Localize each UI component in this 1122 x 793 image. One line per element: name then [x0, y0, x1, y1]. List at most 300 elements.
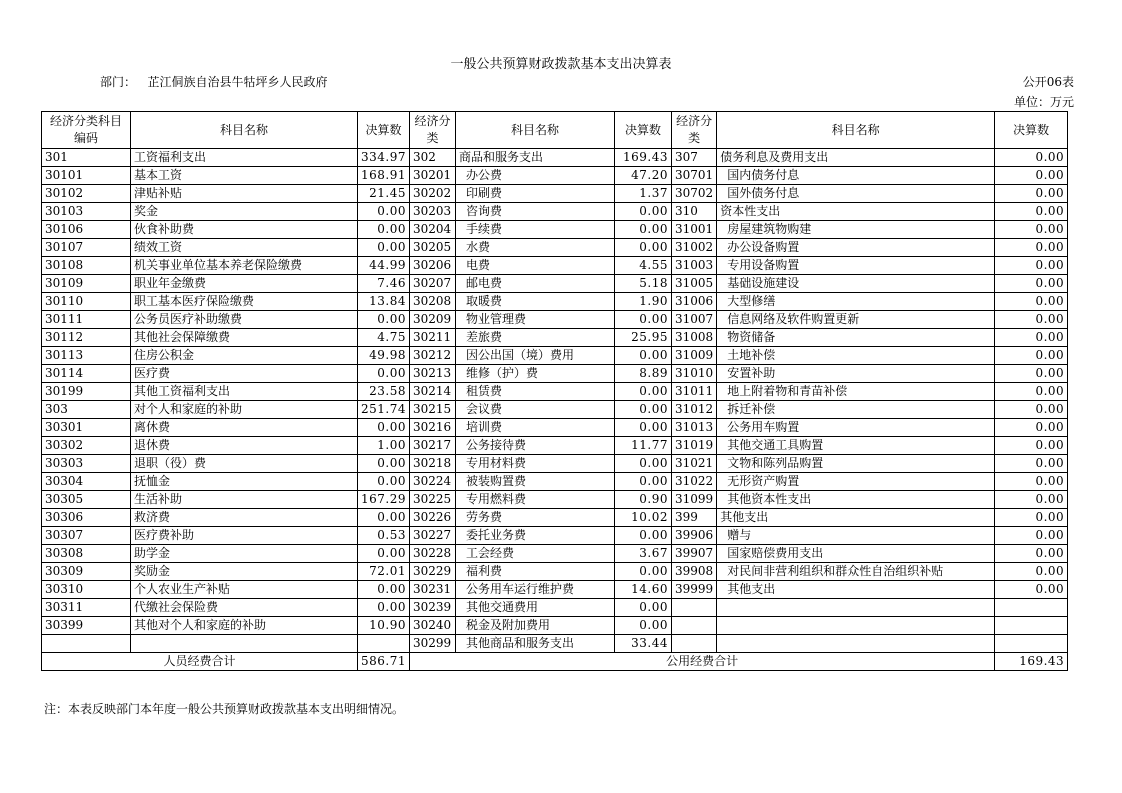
code-cell: 30204 — [410, 221, 456, 239]
name-cell — [717, 599, 995, 617]
amount-cell: 0.00 — [995, 293, 1068, 311]
amount-cell: 0.00 — [995, 419, 1068, 437]
amount-cell: 8.89 — [615, 365, 672, 383]
header-name-1: 科目名称 — [131, 112, 358, 149]
code-cell: 301 — [42, 149, 131, 167]
code-cell: 30199 — [42, 383, 131, 401]
name-cell: 商品和服务支出 — [456, 149, 615, 167]
amount-cell: 0.00 — [358, 365, 410, 383]
code-cell: 30205 — [410, 239, 456, 257]
table-row — [42, 275, 1068, 293]
code-cell: 39908 — [672, 563, 717, 581]
code-cell: 30399 — [42, 617, 131, 635]
code-cell: 30304 — [42, 473, 131, 491]
amount-cell: 0.00 — [995, 401, 1068, 419]
amount-cell: 0.00 — [995, 563, 1068, 581]
amount-cell: 0.00 — [995, 311, 1068, 329]
name-cell: 离休费 — [131, 419, 358, 437]
name-cell: 专用材料费 — [456, 455, 615, 473]
code-cell: 30702 — [672, 185, 717, 203]
amount-cell: 0.00 — [995, 473, 1068, 491]
name-cell: 公务接待费 — [456, 437, 615, 455]
code-cell: 39906 — [672, 527, 717, 545]
amount-cell: 0.00 — [995, 545, 1068, 563]
table-row — [42, 329, 1068, 347]
table-row — [42, 239, 1068, 257]
table-row — [42, 203, 1068, 221]
code-cell: 30107 — [42, 239, 131, 257]
code-cell — [42, 635, 131, 653]
code-cell: 31009 — [672, 347, 717, 365]
name-cell: 委托业务费 — [456, 527, 615, 545]
table-row — [42, 257, 1068, 275]
amount-cell: 0.00 — [615, 563, 672, 581]
name-cell: 其他对个人和家庭的补助 — [131, 617, 358, 635]
amount-cell: 0.00 — [995, 149, 1068, 167]
public-total-label: 公用经费合计 — [410, 653, 995, 671]
name-cell: 劳务费 — [456, 509, 615, 527]
amount-cell: 0.00 — [995, 185, 1068, 203]
code-cell: 30225 — [410, 491, 456, 509]
amount-cell — [995, 599, 1068, 617]
amount-cell: 44.99 — [358, 257, 410, 275]
code-cell — [672, 599, 717, 617]
code-cell: 31003 — [672, 257, 717, 275]
name-cell: 信息网络及软件购置更新 — [717, 311, 995, 329]
amount-cell: 0.00 — [995, 455, 1068, 473]
amount-cell: 3.67 — [615, 545, 672, 563]
amount-cell: 0.00 — [995, 329, 1068, 347]
name-cell — [131, 635, 358, 653]
table-row — [42, 365, 1068, 383]
amount-cell: 0.00 — [995, 347, 1068, 365]
page-title: 一般公共预算财政拨款基本支出决算表 — [450, 57, 672, 72]
name-cell: 因公出国（境）费用 — [456, 347, 615, 365]
code-cell — [672, 635, 717, 653]
amount-cell: 1.37 — [615, 185, 672, 203]
name-cell: 代缴社会保险费 — [131, 599, 358, 617]
amount-cell — [358, 635, 410, 653]
name-cell: 其他社会保障缴费 — [131, 329, 358, 347]
name-cell: 租赁费 — [456, 383, 615, 401]
name-cell: 地上附着物和青苗补偿 — [717, 383, 995, 401]
code-cell: 30239 — [410, 599, 456, 617]
name-cell: 电费 — [456, 257, 615, 275]
amount-cell: 11.77 — [615, 437, 672, 455]
amount-cell: 0.00 — [358, 581, 410, 599]
code-cell: 30305 — [42, 491, 131, 509]
name-cell: 税金及附加费用 — [456, 617, 615, 635]
name-cell: 津贴补贴 — [131, 185, 358, 203]
amount-cell: 0.00 — [995, 509, 1068, 527]
code-cell: 30215 — [410, 401, 456, 419]
table-row — [42, 473, 1068, 491]
name-cell: 其他支出 — [717, 581, 995, 599]
name-cell: 生活补助 — [131, 491, 358, 509]
unit-label: 单位：万元 — [1013, 95, 1074, 109]
amount-cell: 0.00 — [995, 203, 1068, 221]
header-code-3: 经济分类 — [672, 112, 717, 149]
amount-cell: 169.43 — [615, 149, 672, 167]
name-cell: 土地补偿 — [717, 347, 995, 365]
amount-cell: 21.45 — [358, 185, 410, 203]
name-cell: 伙食补助费 — [131, 221, 358, 239]
code-cell: 39907 — [672, 545, 717, 563]
amount-cell: 0.00 — [995, 437, 1068, 455]
personnel-total-value: 586.71 — [358, 653, 410, 671]
name-cell: 手续费 — [456, 221, 615, 239]
code-cell — [672, 617, 717, 635]
amount-cell — [995, 617, 1068, 635]
code-cell: 30109 — [42, 275, 131, 293]
amount-cell: 0.00 — [358, 599, 410, 617]
name-cell: 退职（役）费 — [131, 455, 358, 473]
name-cell: 取暖费 — [456, 293, 615, 311]
code-cell: 31019 — [672, 437, 717, 455]
amount-cell: 72.01 — [358, 563, 410, 581]
amount-cell: 0.00 — [615, 383, 672, 401]
name-cell: 其他交通工具购置 — [717, 437, 995, 455]
code-cell: 30209 — [410, 311, 456, 329]
amount-cell: 0.00 — [615, 401, 672, 419]
name-cell: 差旅费 — [456, 329, 615, 347]
amount-cell: 0.00 — [615, 221, 672, 239]
code-cell: 30108 — [42, 257, 131, 275]
name-cell: 被装购置费 — [456, 473, 615, 491]
amount-cell: 1.00 — [358, 437, 410, 455]
header-code-1: 经济分类科目编码 — [42, 112, 131, 149]
name-cell: 房屋建筑物购建 — [717, 221, 995, 239]
header-amount-3: 决算数 — [995, 112, 1068, 149]
name-cell: 职业年金缴费 — [131, 275, 358, 293]
code-cell: 302 — [410, 149, 456, 167]
name-cell: 福利费 — [456, 563, 615, 581]
amount-cell: 4.75 — [358, 329, 410, 347]
code-cell: 30206 — [410, 257, 456, 275]
name-cell: 职工基本医疗保险缴费 — [131, 293, 358, 311]
amount-cell: 7.46 — [358, 275, 410, 293]
amount-cell: 0.00 — [995, 275, 1068, 293]
name-cell: 专用燃料费 — [456, 491, 615, 509]
table-row — [42, 185, 1068, 203]
table-row — [42, 293, 1068, 311]
code-cell: 30201 — [410, 167, 456, 185]
table-row — [42, 167, 1068, 185]
name-cell: 债务利息及费用支出 — [717, 149, 995, 167]
code-cell: 30231 — [410, 581, 456, 599]
table-row — [42, 383, 1068, 401]
totals-row — [42, 653, 1068, 671]
code-cell: 30227 — [410, 527, 456, 545]
name-cell: 退休费 — [131, 437, 358, 455]
name-cell: 大型修缮 — [717, 293, 995, 311]
amount-cell: 13.84 — [358, 293, 410, 311]
code-cell: 30302 — [42, 437, 131, 455]
code-cell: 30211 — [410, 329, 456, 347]
code-cell: 30307 — [42, 527, 131, 545]
amount-cell: 0.00 — [995, 527, 1068, 545]
name-cell: 培训费 — [456, 419, 615, 437]
name-cell: 工会经费 — [456, 545, 615, 563]
amount-cell: 0.00 — [995, 365, 1068, 383]
table-row — [42, 617, 1068, 635]
amount-cell: 0.00 — [615, 599, 672, 617]
name-cell: 奖金 — [131, 203, 358, 221]
code-cell: 30213 — [410, 365, 456, 383]
name-cell: 对个人和家庭的补助 — [131, 401, 358, 419]
amount-cell: 0.00 — [995, 239, 1068, 257]
amount-cell: 168.91 — [358, 167, 410, 185]
code-cell: 30701 — [672, 167, 717, 185]
amount-cell: 0.00 — [358, 455, 410, 473]
code-cell: 30311 — [42, 599, 131, 617]
code-cell: 30103 — [42, 203, 131, 221]
name-cell: 物业管理费 — [456, 311, 615, 329]
code-cell: 31006 — [672, 293, 717, 311]
name-cell: 办公设备购置 — [717, 239, 995, 257]
name-cell: 安置补助 — [717, 365, 995, 383]
name-cell: 个人农业生产补贴 — [131, 581, 358, 599]
header-row — [42, 112, 1068, 149]
code-cell: 30202 — [410, 185, 456, 203]
name-cell: 基本工资 — [131, 167, 358, 185]
public-total-value: 169.43 — [995, 653, 1068, 671]
name-cell: 会议费 — [456, 401, 615, 419]
amount-cell: 0.00 — [615, 455, 672, 473]
name-cell: 水费 — [456, 239, 615, 257]
amount-cell: 0.00 — [615, 473, 672, 491]
name-cell: 公务用车购置 — [717, 419, 995, 437]
amount-cell: 0.00 — [615, 527, 672, 545]
amount-cell: 10.90 — [358, 617, 410, 635]
code-cell: 30216 — [410, 419, 456, 437]
code-cell: 30214 — [410, 383, 456, 401]
amount-cell: 0.00 — [995, 383, 1068, 401]
name-cell: 公务员医疗补助缴费 — [131, 311, 358, 329]
header-amount-1: 决算数 — [358, 112, 410, 149]
name-cell: 资本性支出 — [717, 203, 995, 221]
name-cell: 医疗费补助 — [131, 527, 358, 545]
name-cell: 专用设备购置 — [717, 257, 995, 275]
code-cell: 31002 — [672, 239, 717, 257]
name-cell: 其他资本性支出 — [717, 491, 995, 509]
amount-cell: 49.98 — [358, 347, 410, 365]
code-cell: 30226 — [410, 509, 456, 527]
amount-cell: 334.97 — [358, 149, 410, 167]
name-cell: 咨询费 — [456, 203, 615, 221]
name-cell: 维修（护）费 — [456, 365, 615, 383]
code-cell: 30217 — [410, 437, 456, 455]
table-row — [42, 455, 1068, 473]
code-cell: 30101 — [42, 167, 131, 185]
table-row — [42, 509, 1068, 527]
name-cell: 物资储备 — [717, 329, 995, 347]
amount-cell: 47.20 — [615, 167, 672, 185]
amount-cell: 5.18 — [615, 275, 672, 293]
table-row — [42, 635, 1068, 653]
header-name-3: 科目名称 — [717, 112, 995, 149]
amount-cell: 0.00 — [615, 239, 672, 257]
name-cell: 印刷费 — [456, 185, 615, 203]
amount-cell: 0.00 — [615, 203, 672, 221]
name-cell: 赠与 — [717, 527, 995, 545]
name-cell: 文物和陈列品购置 — [717, 455, 995, 473]
header-amount-2: 决算数 — [615, 112, 672, 149]
code-cell: 31008 — [672, 329, 717, 347]
table-row — [42, 419, 1068, 437]
code-cell: 30203 — [410, 203, 456, 221]
code-cell: 30228 — [410, 545, 456, 563]
department-label: 部门： — [100, 75, 137, 89]
name-cell: 救济费 — [131, 509, 358, 527]
name-cell: 其他支出 — [717, 509, 995, 527]
footnote: 注：本表反映部门本年度一般公共预算财政拨款基本支出明细情况。 — [44, 702, 405, 716]
code-cell: 30224 — [410, 473, 456, 491]
code-cell: 31012 — [672, 401, 717, 419]
name-cell: 邮电费 — [456, 275, 615, 293]
code-cell: 39999 — [672, 581, 717, 599]
name-cell: 抚恤金 — [131, 473, 358, 491]
name-cell: 国外债务付息 — [717, 185, 995, 203]
code-cell: 30303 — [42, 455, 131, 473]
table-row — [42, 491, 1068, 509]
amount-cell: 4.55 — [615, 257, 672, 275]
amount-cell: 0.00 — [358, 239, 410, 257]
name-cell: 绩效工资 — [131, 239, 358, 257]
code-cell: 30306 — [42, 509, 131, 527]
table-row — [42, 401, 1068, 419]
name-cell: 医疗费 — [131, 365, 358, 383]
table-row — [42, 563, 1068, 581]
amount-cell: 0.00 — [995, 491, 1068, 509]
code-cell: 30240 — [410, 617, 456, 635]
table-row — [42, 437, 1068, 455]
amount-cell: 0.00 — [615, 311, 672, 329]
amount-cell: 14.60 — [615, 581, 672, 599]
amount-cell: 0.00 — [358, 221, 410, 239]
amount-cell — [995, 635, 1068, 653]
name-cell: 公务用车运行维护费 — [456, 581, 615, 599]
code-cell: 31021 — [672, 455, 717, 473]
table-row — [42, 347, 1068, 365]
code-cell: 30113 — [42, 347, 131, 365]
amount-cell: 33.44 — [615, 635, 672, 653]
name-cell: 无形资产购置 — [717, 473, 995, 491]
name-cell: 办公费 — [456, 167, 615, 185]
expenditure-table — [41, 111, 1068, 671]
code-cell: 30110 — [42, 293, 131, 311]
name-cell: 对民间非营利组织和群众性自治组织补贴 — [717, 563, 995, 581]
code-cell: 30299 — [410, 635, 456, 653]
code-cell: 30111 — [42, 311, 131, 329]
name-cell — [717, 617, 995, 635]
amount-cell: 0.00 — [615, 419, 672, 437]
personnel-total-label: 人员经费合计 — [42, 653, 358, 671]
code-cell: 31011 — [672, 383, 717, 401]
name-cell: 国家赔偿费用支出 — [717, 545, 995, 563]
code-cell: 30207 — [410, 275, 456, 293]
name-cell: 工资福利支出 — [131, 149, 358, 167]
amount-cell: 0.00 — [358, 473, 410, 491]
amount-cell: 0.00 — [358, 509, 410, 527]
amount-cell: 0.00 — [995, 221, 1068, 239]
code-cell: 31022 — [672, 473, 717, 491]
amount-cell: 167.29 — [358, 491, 410, 509]
name-cell: 其他商品和服务支出 — [456, 635, 615, 653]
code-cell: 310 — [672, 203, 717, 221]
amount-cell: 0.00 — [358, 419, 410, 437]
name-cell: 拆迁补偿 — [717, 401, 995, 419]
table-row — [42, 545, 1068, 563]
table-row — [42, 527, 1068, 545]
name-cell: 助学金 — [131, 545, 358, 563]
code-cell: 30218 — [410, 455, 456, 473]
name-cell: 其他交通费用 — [456, 599, 615, 617]
amount-cell: 1.90 — [615, 293, 672, 311]
name-cell: 其他工资福利支出 — [131, 383, 358, 401]
code-cell: 31005 — [672, 275, 717, 293]
code-cell: 30112 — [42, 329, 131, 347]
code-cell: 30229 — [410, 563, 456, 581]
name-cell: 奖励金 — [131, 563, 358, 581]
code-cell: 31010 — [672, 365, 717, 383]
header-name-2: 科目名称 — [456, 112, 615, 149]
name-cell: 基础设施建设 — [717, 275, 995, 293]
department-line — [100, 73, 327, 90]
code-cell: 31099 — [672, 491, 717, 509]
table-row — [42, 149, 1068, 167]
amount-cell: 0.00 — [615, 347, 672, 365]
amount-cell: 23.58 — [358, 383, 410, 401]
name-cell — [717, 635, 995, 653]
name-cell: 住房公积金 — [131, 347, 358, 365]
code-cell: 30208 — [410, 293, 456, 311]
amount-cell: 0.00 — [995, 581, 1068, 599]
code-cell: 303 — [42, 401, 131, 419]
code-cell: 399 — [672, 509, 717, 527]
code-cell: 30212 — [410, 347, 456, 365]
table-row — [42, 221, 1068, 239]
code-cell: 31001 — [672, 221, 717, 239]
amount-cell: 0.00 — [358, 545, 410, 563]
amount-cell: 0.00 — [358, 203, 410, 221]
header-code-2: 经济分类 — [410, 112, 456, 149]
amount-cell: 0.00 — [615, 617, 672, 635]
amount-cell: 0.90 — [615, 491, 672, 509]
table-row — [42, 311, 1068, 329]
code-cell: 31013 — [672, 419, 717, 437]
amount-cell: 251.74 — [358, 401, 410, 419]
code-cell: 307 — [672, 149, 717, 167]
amount-cell: 10.02 — [615, 509, 672, 527]
code-cell: 30308 — [42, 545, 131, 563]
table-row — [42, 599, 1068, 617]
code-cell: 31007 — [672, 311, 717, 329]
name-cell: 机关事业单位基本养老保险缴费 — [131, 257, 358, 275]
code-cell: 30310 — [42, 581, 131, 599]
amount-cell: 0.00 — [995, 257, 1068, 275]
amount-cell: 0.00 — [995, 167, 1068, 185]
form-number: 公开06表 — [1022, 75, 1074, 89]
amount-cell: 0.00 — [358, 311, 410, 329]
name-cell: 国内债务付息 — [717, 167, 995, 185]
code-cell: 30309 — [42, 563, 131, 581]
code-cell: 30114 — [42, 365, 131, 383]
table-row — [42, 581, 1068, 599]
department-name: 芷江侗族自治县牛牯坪乡人民政府 — [147, 75, 328, 89]
amount-cell: 0.53 — [358, 527, 410, 545]
code-cell: 30301 — [42, 419, 131, 437]
